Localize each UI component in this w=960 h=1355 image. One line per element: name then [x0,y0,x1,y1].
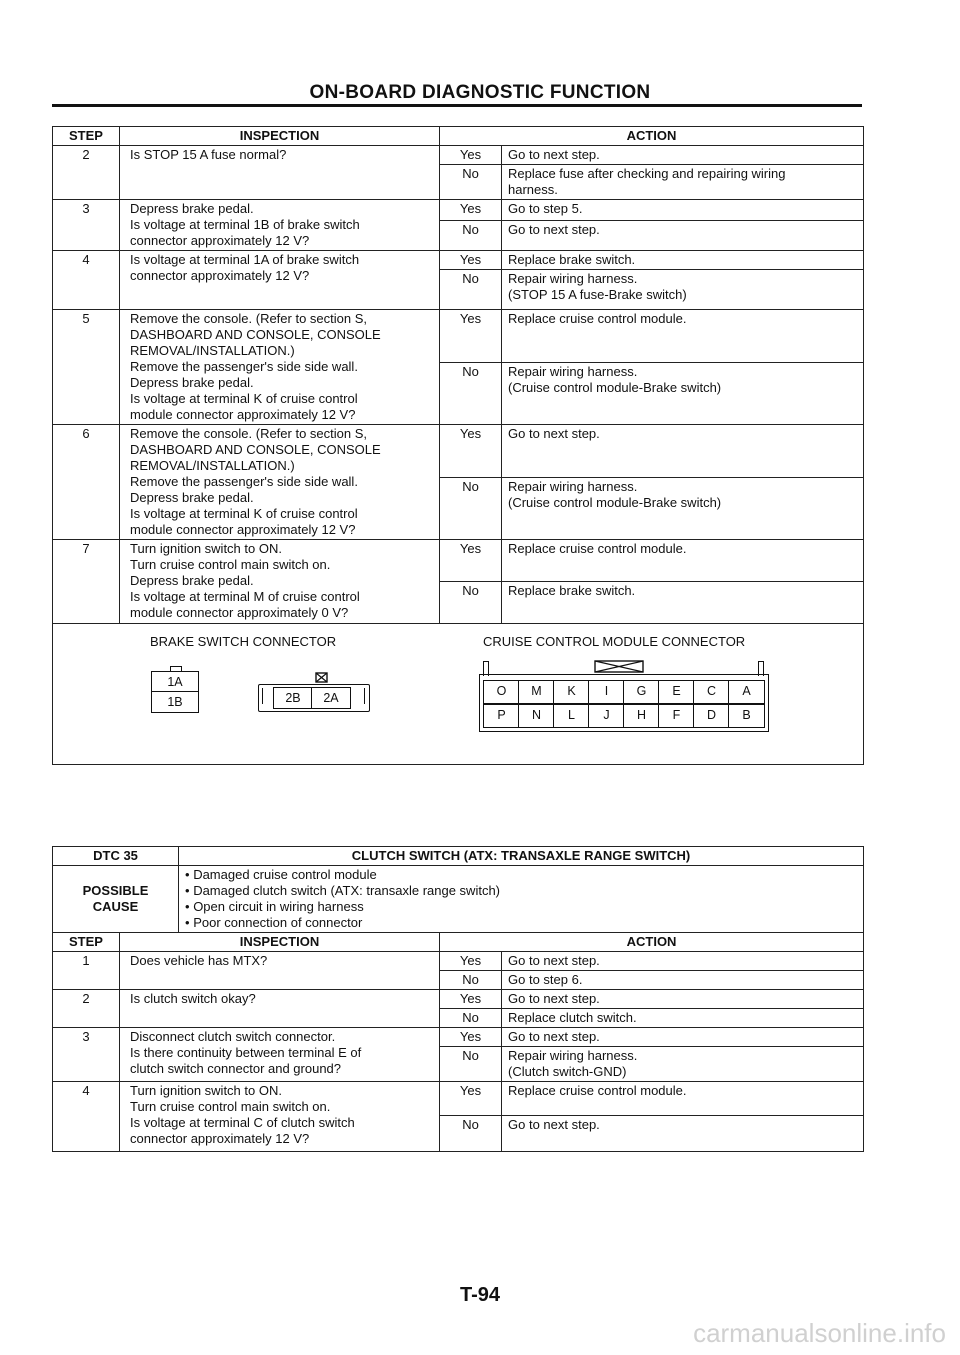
yes-label: Yes [440,952,502,971]
table-row [53,425,864,478]
no-label: No [440,363,502,425]
table-row [53,1082,864,1116]
no-label: No [440,1047,502,1082]
yes-label: Yes [440,425,502,478]
cruise-pin: F [658,704,695,728]
yes-label: Yes [440,251,502,270]
inspection-text: Is clutch switch okay? [120,990,440,1028]
no-label: No [440,165,502,200]
yes-label: Yes [440,1082,502,1116]
inspection-text: Is voltage at terminal 1A of brake switch connector approximately 12 V? [120,251,440,310]
yes-action: Go to step 5. [502,200,864,221]
step-number: 2 [53,146,120,200]
step-number: 1 [53,952,120,990]
cruise-pin: G [623,680,660,704]
brake-switch-connector-label: BRAKE SWITCH CONNECTOR [150,634,337,649]
step-number: 6 [53,425,120,540]
table-row [53,251,864,270]
cruise-pin: H [623,704,660,728]
lock-mark-icon [315,672,329,684]
step-header: STEP [53,933,120,952]
no-label: No [440,1009,502,1028]
table-row [53,952,864,971]
no-label: No [440,971,502,990]
table-row [53,310,864,363]
yes-label: Yes [440,1028,502,1047]
table-row [53,146,864,165]
no-label: No [440,270,502,310]
inspection-text: Depress brake pedal. Is voltage at terminal 1B of brake switch connector approximately 12 V? [120,200,440,251]
step-number: 3 [53,1028,120,1082]
cruise-pin: L [553,704,590,728]
yes-action: Replace cruise control module. [502,310,864,363]
cruise-pin: O [483,680,520,704]
step-header: STEP [53,127,120,146]
cruise-pin: K [553,680,590,704]
yes-action: Replace cruise control module. [502,1082,864,1116]
cruise-pin: E [658,680,695,704]
page-title: ON-BOARD DIAGNOSTIC FUNCTION [309,82,651,103]
step-number: 3 [53,200,120,251]
possible-cause-list [179,866,864,933]
inspection-text: Turn ignition switch to ON. Turn cruise control main switch on. Is voltage at terminal C of clutch switch connector approximately 12 V? [120,1082,440,1152]
step-number: 4 [53,1082,120,1152]
no-action: Go to next step. [502,221,864,251]
yes-label: Yes [440,200,502,221]
table-row [53,990,864,1009]
pin-1b: 1B [151,691,199,713]
step-number: 4 [53,251,120,310]
dtc-code: DTC 35 [53,847,179,866]
cause-item: • Poor connection of connector [185,915,857,931]
inspection-text: Does vehicle has MTX? [120,952,440,990]
dtc-title: CLUTCH SWITCH (ATX: TRANSAXLE RANGE SWITCH) [179,847,864,866]
no-action: Go to step 6. [502,971,864,990]
step-number: 7 [53,540,120,624]
no-action: Repair wiring harness. (Cruise control module-Brake switch) [502,478,864,540]
cruise-pin: D [693,704,730,728]
yes-label: Yes [440,540,502,582]
diagram-row [53,624,864,765]
dtc-header-row [53,847,864,866]
pin-1a: 1A [151,671,199,693]
action-header: ACTION [440,127,864,146]
yes-action: Go to next step. [502,425,864,478]
yes-action: Go to next step. [502,952,864,971]
inspection-text: Is STOP 15 A fuse normal? [120,146,440,200]
cruise-pin: M [518,680,555,704]
page-number: T-94 [459,1284,501,1306]
pin-2b: 2B [273,687,313,709]
no-action: Repair wiring harness. (Clutch switch-GND) [502,1047,864,1082]
no-action: Replace brake switch. [502,582,864,624]
cruise-pin: J [588,704,625,728]
yes-label: Yes [440,990,502,1009]
pin-2a: 2A [311,687,351,709]
cruise-pin: N [518,704,555,728]
action-header: ACTION [440,933,864,952]
yes-action: Replace cruise control module. [502,540,864,582]
no-action: Replace fuse after checking and repairing wiring harness. [502,165,864,200]
inspection-text: Disconnect clutch switch connector. Is there continuity between terminal E of clutch switch connector and ground? [120,1028,440,1082]
no-action: Repair wiring harness. (STOP 15 A fuse-Brake switch) [502,270,864,310]
inspection-table-1 [52,126,864,765]
table-row [53,200,864,221]
table-row [53,540,864,582]
yes-label: Yes [440,310,502,363]
cruise-pin: P [483,704,520,728]
yes-action: Replace brake switch. [502,251,864,270]
cruise-module-connector-label: CRUISE CONTROL MODULE CONNECTOR [483,634,746,649]
title-rule [52,104,862,107]
inspection-text: Turn ignition switch to ON. Turn cruise control main switch on. Depress brake pedal. Is voltage at terminal M of cruise control module connector approximately 0 V? [120,540,440,624]
inspection-header: INSPECTION [120,933,440,952]
key-mark-icon [594,660,646,674]
no-action: Go to next step. [502,1116,864,1152]
cause-item: • Open circuit in wiring harness [185,899,857,915]
table-header-row [53,933,864,952]
watermark: carmanualsonline.info [693,1318,946,1348]
yes-action: Go to next step. [502,146,864,165]
no-action: Repair wiring harness. (Cruise control module-Brake switch) [502,363,864,425]
no-label: No [440,478,502,540]
yes-action: Go to next step. [502,990,864,1009]
inspection-text: Remove the console. (Refer to section S, DASHBOARD AND CONSOLE, CONSOLE REMOVAL/INSTALLATION.) Remove the passenger's side side wall. Depress brake pedal. Is voltage at terminal K of cruise control module connector approximately 12 V? [120,425,440,540]
table-header-row [53,127,864,146]
cruise-pin: B [728,704,765,728]
cruise-pin: A [728,680,765,704]
cruise-pin: C [693,680,730,704]
cruise-pin: I [588,680,625,704]
cause-item: • Damaged cruise control module [185,867,857,883]
cause-item: • Damaged clutch switch (ATX: transaxle range switch) [185,883,857,899]
end-tab-left [258,688,263,704]
yes-action: Go to next step. [502,1028,864,1047]
possible-cause-label: POSSIBLE CAUSE [53,866,179,933]
no-label: No [440,582,502,624]
step-number: 2 [53,990,120,1028]
inspection-text: Remove the console. (Refer to section S, DASHBOARD AND CONSOLE, CONSOLE REMOVAL/INSTALLATION.) Remove the passenger's side side wall. Depress brake pedal. Is voltage at terminal K of cruise control module connector approximately 12 V? [120,310,440,425]
no-label: No [440,221,502,251]
no-label: No [440,1116,502,1152]
table-row [53,1028,864,1047]
no-action: Replace clutch switch. [502,1009,864,1028]
yes-label: Yes [440,146,502,165]
step-number: 5 [53,310,120,425]
end-tab-right [364,688,369,704]
inspection-header: INSPECTION [120,127,440,146]
possible-cause-row [53,866,864,933]
connector-diagram [53,624,864,765]
inspection-table-2 [52,846,864,1152]
